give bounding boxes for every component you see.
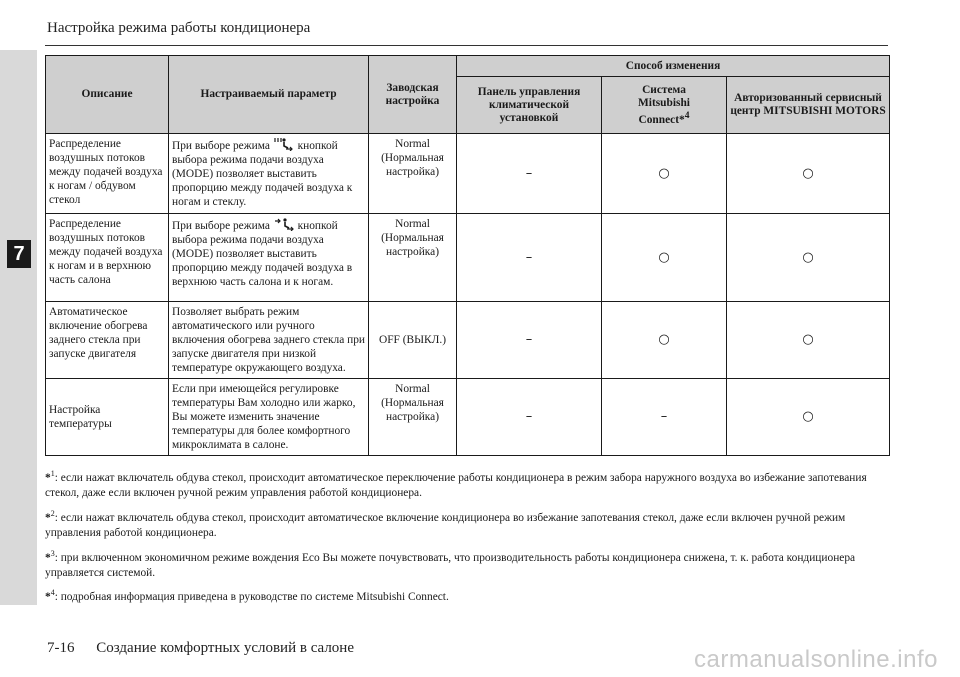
header-connect-line2: Mitsubishi [638,96,690,109]
param-text-before: При выборе режима [172,140,270,152]
panel-mark: – [525,409,533,424]
param-text-before: При выборе режима [172,220,270,232]
header-parameter: Настраиваемый параметр [169,56,369,134]
row-description: Распределение воздушных потоков между подачей воздуха к ногам и в верхнюю часть салона [46,214,169,302]
footnote-text: : если нажат включатель обдува стекол, происходит автоматическое переключение работы кондиционера в режим забора наружного воздуха во избежание запотевания стекол, даже если включен ручной режим управления работой кондиционера. [45,471,867,500]
chapter-number-badge: 7 [7,240,31,268]
row-factory-setting: Normal (Нормальная настройка) [369,379,457,456]
table-row [46,302,890,379]
row-panel-mark [457,302,602,379]
footnote-number: 2 [50,508,55,518]
row-service-mark [727,379,890,456]
row-description: Распределение воздушных потоков между подачей воздуха к ногам / обдувом стекол [46,134,169,214]
service-mark: ○ [802,409,814,424]
row-parameter [169,214,369,302]
table-row [46,214,890,302]
footnote-star: * [45,471,51,484]
row-connect-mark [602,134,727,214]
param-text-after: кнопкой выбора режима подачи воздуха (MODE) позволяет выставить пропорцию между подачей воздуха в верхнюю часть салона и к ногам. [172,220,353,288]
row-service-mark [727,302,890,379]
row-description: Автоматическое включение обогрева заднего стекла при запуске двигателя [46,302,169,379]
row-factory-setting: Normal (Нормальная настройка) [369,134,457,214]
feet-defrost-airflow-icon [273,137,295,151]
service-mark: ○ [802,249,814,265]
table-row [46,379,890,456]
row-factory-setting: OFF (ВЫКЛ.) [369,302,457,379]
header-connect-star: * [679,113,685,126]
footnote-star: * [45,511,51,524]
connect-mark: ○ [658,249,670,265]
row-panel-mark [457,379,602,456]
footnotes [45,466,890,610]
settings-table [45,55,890,456]
row-panel-mark [457,134,602,214]
watermark: carmanualsonline.info [694,646,938,673]
footnote-number: 3 [50,548,55,558]
page-footer [47,640,372,657]
footnote-2 [45,506,890,542]
row-parameter: Если при имеющейся регулировке температуры Вам холодно или жарко, Вы можете изменить значение температуры для более комфортного микроклимата в салоне. [169,379,369,456]
row-factory-setting: Normal (Нормальная настройка) [369,214,457,302]
header-mitsubishi-connect [602,77,727,134]
footnote-star: * [45,551,51,564]
param-text-after: кнопкой выбора режима подачи воздуха (MODE) позволяет выставить пропорцию между подачей воздуха к ногам и стеклу. [172,140,353,208]
row-description: Настройка температуры [46,379,169,456]
header-description: Описание [46,56,169,134]
row-service-mark [727,134,890,214]
panel-mark: – [525,249,533,265]
row-parameter [169,134,369,214]
header-change-method: Способ изменения [457,56,890,77]
row-connect-mark [602,214,727,302]
footnote-number: 1 [50,469,55,478]
footnote-text: : подробная информация приведена в руководстве по системе Mitsubishi Connect. [54,591,449,604]
page-number: 7-16 [47,640,75,656]
face-feet-airflow-icon [273,217,295,231]
table-row [46,134,890,214]
footnote-number: 4 [50,588,55,598]
header-connect-line1: Система [642,83,686,96]
header-control-panel: Панель управления климатической установкой [457,77,602,134]
service-mark: ○ [802,332,814,347]
section-title: Создание комфортных условий в салоне [96,640,354,656]
panel-mark: – [525,165,533,181]
connect-mark: ○ [658,165,670,181]
row-connect-mark [602,379,727,456]
header-connect-footnote: 4 [684,110,690,121]
row-panel-mark [457,214,602,302]
footnote-1 [45,466,890,502]
panel-mark: – [525,332,533,347]
footnote-text: : если нажат включатель обдува стекол, происходит автоматическое включение кондиционера во избежание запотевания стекол, даже если включен ручной режим управления работой кондиционера. [45,511,846,540]
connect-mark: – [660,409,668,424]
header-connect-line3: Connect [638,113,680,126]
chapter-side-tab [0,50,37,605]
title-divider [45,45,888,46]
service-mark: ○ [802,165,814,181]
header-factory-setting: Заводская настройка [369,56,457,134]
footnote-3 [45,546,890,582]
header-service-center: Авторизованный сервисный центр MITSUBISHI MOTORS [727,77,890,134]
footnote-text: : при включенном экономичном режиме вождения Eco Вы можете почувствовать, что производительность работы кондиционера снижена, т. к. работа кондиционера управляется системой. [45,551,856,579]
footnote-star: * [45,591,51,604]
connect-mark: ○ [658,332,670,347]
row-parameter: Позволяет выбрать режим автоматического или ручного включения обогрева заднего стекла при запуске двигателя при низкой температуре окружающего воздуха. [169,302,369,379]
row-service-mark [727,214,890,302]
footnote-4 [45,585,890,605]
page-title: Настройка режима работы кондиционера [47,20,311,36]
row-connect-mark [602,302,727,379]
